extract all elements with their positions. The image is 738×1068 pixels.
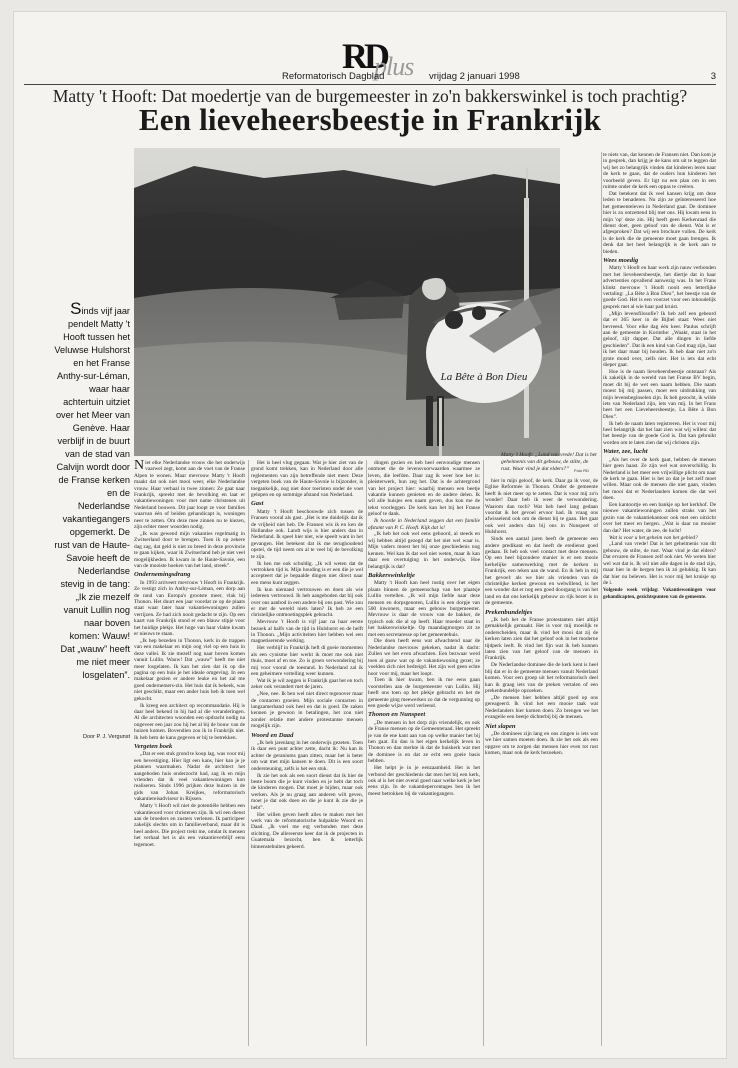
article-column-5 — [603, 152, 716, 1046]
subheading — [368, 573, 480, 579]
paragraph — [485, 478, 598, 536]
subheading — [368, 712, 480, 718]
paragraph-text: Het willen geven heeft alles te maken met het werk van de reformatorische hulpaktie Woord en Daad. „Ik voel me erg verbonden met deze stichting. De allereerste keer dat ik de projecten in Guatemala bezocht, ben ik letterlijk binnenstebuiten gekeerd. — [251, 811, 363, 850]
paragraph — [485, 731, 598, 757]
paragraph — [603, 457, 716, 502]
paragraph — [251, 678, 363, 691]
paragraph — [134, 803, 245, 848]
paragraph-text: Toen ik hier kwam, ben ik me eens gaan voorstellen aan de burgemeester van Lullin. Hij heeft ons toen op het plekje gebracht en het de gemeente ging meewerken zo dat de vergunning op een goede wijze werd verleend. — [368, 677, 480, 710]
headline: Een lieveheersbeestje in Frankrijk — [138, 102, 602, 137]
paragraph — [134, 751, 245, 802]
footnote — [603, 588, 716, 601]
subheading — [485, 724, 598, 730]
kicker: Matty 't Hooft: Dat moedertje van de burgemeester in zo'n bakkerswinkel is toch prachtig? — [52, 86, 688, 106]
intro-dropcap: S — [70, 299, 82, 318]
paragraph-text: De Nederlandse dominee die de kerk kent is heel blij dat er in de gemeente mensen vanuit Nederland komen. Voor een groep uit het reformatorisch deel kan ik graag iets van de preken vertalen of een prekenbundeltje opzoeken. — [485, 662, 598, 694]
paragraph-text: Thonon en Nunspeet — [368, 711, 426, 719]
paragraph — [251, 509, 363, 560]
paragraph-text: Ik kun niemand vertrouwen en doen als wie iedereen vertrouwd. Ik heb aangeboden dat bij ook over ons aanbod in een andere bij ons past. Wie zou er met de wereld niets laten? Ik heb ze een christelijke ontmoetingsplek gebracht. — [251, 586, 363, 619]
intro-text — [54, 299, 130, 682]
paragraph — [368, 677, 480, 709]
paragraph-text: Vergeten boek — [134, 742, 173, 750]
paragraph-text: Dat betekent dat ik veel kansen krijg om deze leden te benaderen. Nu zijn ze geïnteresseerd hoe het gemeenteleven in Nederland gaat. De dominee hier is zo ontzettend blij met ons. Hij kwam eens in mijn 'op' deze zin. Hij heeft geen Kerkenraad die dienst doet, geen geloof van de dienst. Wat is er afgesproken? Dat wij een brochure vullen. De kerk is de kerk die de gemeente moet gaan brengen. Ik denk dat het heel belangrijk is de kerk aan te bieden. — [603, 190, 716, 255]
column-rule — [366, 460, 367, 1046]
paragraph — [485, 695, 598, 721]
photo-credit: Foto RD — [574, 468, 589, 473]
paragraph-text: „Land van vrede! Dat is het geheimenis van dit gebouw, de stilte, de rust. Waar vind je dat elders? Dat ervaren de Fransen zelf ook niet. We weten hier wel wat dat is. Ik wil niet alle dagen in de stad zijn, maar hier in de bergen ben ik zó gelukkig. Ik kan dat hier nu beleven. Het is voor mij het kruisje op de i. — [603, 541, 716, 586]
paragraph-text: Niet slapen — [485, 722, 516, 730]
paragraph-text: Het verblijf in Frankrijk heft di goeie momenten als een cynisme hier werkt ik moet me ook niet thuis, moet af en toe. Zo is groen verwondering bij mij voor vooral de toestand. In Nederland zal ik een geheimere vertelling weer kunnen. — [251, 645, 363, 677]
paragraph-text: Wees moedig — [603, 257, 639, 264]
paragraph-text: „De mensen in het dorp zijn vriendelijk, en ook de Franse mensen op de Gemeenteraad. Het spreekt je van de ene kant aan van op welke manier het bij hen gaat. En dan is het eigen kerkelijk leven in Thonon en dan merkte ik dat de huiskerk wat met de dominee is en dat ze echt een goeie basis hebben. — [368, 719, 480, 765]
paragraph-text: iet elke Nederlandse vrouw die het onderwijs vaarwel zegt, komt aan de voet van de Franse Alpen te wonen. Maar mevrouw Matty 't Hooft maakt dat ook niet mooi weer, elke Nederlandse vrouw. Haar verhaal in twee zinnen: Ze gaat naar Frankrijk, spreekt met de bevolking en laat er vakantiewoningen voor met name christenen uit Nederland bouwen. Dit jaar loopt ze voor families waarvan één of beiden gehandicapt is, woningen neer te zetten. Om deze mee zinnen nu te kiezen, zijn echter meer woorden nodig. — [134, 460, 245, 531]
paragraph-text: „Ik heb het ook wel eens gehoord, al steeds en wij hebben altijd gezegd dat het niet wel waar is. Mijn vaders moest het bij onze geschiedenis nog kennen. Wel kan ik dat wel niet weten, maar ik kan daar een overtuiging in het onderwijs. Hoe belangrijk is dat? — [368, 531, 480, 570]
paragraph-text: „De dominees zijn lang en ons zingen is iets wat we hier samen moeten doen. Ik zie het ook als een opgave om te zorgen dat mensen hier even tot rust komen, maar ook de kerk bezoeken. — [485, 730, 598, 757]
column-rule — [248, 460, 249, 1046]
paragraph — [368, 638, 480, 676]
paragraph — [251, 740, 363, 772]
issue-date: vrijdag 2 januari 1998 — [429, 71, 520, 82]
paragraph-text: Ondernemingsdrang — [134, 571, 191, 579]
paragraph-text: Matty 't Hooft wil niet de potentiële hebben een vakantieoord voor christenen zijn. Ik wil een dienst aan de broeders en zusters verlenen. Ik participeer zakelijk slechts om in familieverband, maar dit is heel anders. Die project trekt me, omdat ik mensen het verhaal het is als een vakantieverblijf eens tegemoet. — [134, 803, 245, 848]
paragraph — [134, 460, 245, 530]
article-photo — [134, 148, 560, 456]
paragraph — [603, 421, 716, 447]
paragraph — [368, 531, 480, 569]
paragraph-text: Wat is voor u het geheim van het gebied? — [609, 534, 698, 541]
paragraph-text: Prekenbundeltjes — [485, 608, 533, 616]
paragraph — [368, 765, 480, 797]
paragraph-text: Matty 't Hooft en haar werk zijn nauw verbonden met het lieveheersbeestje, het diertje dat in haar advertenties opvallend aanwezig was. In het Frans klinkt mevrouw 't Hooft nooit een letterlijke vertaling: „La Bête à Bon Dieu”, het beestje van de goede God. Het is een voorzet voor een inhoudelijk gesprek met al wie haar pad kruist. — [603, 265, 716, 310]
paragraph-text: „Dat er een stuk grond te koop lag, was voor mij een bevestiging. Hier ligt een kans, hier kan je je plannen waarmaken. Nadat de architect het aangeboden huis onderzocht had, zag ik en mijn vrienden dat ik veel vakantiewoningen kon realiseren. Sinds 1996 prijken deze huizen in de gids van Johan Kreijkes, reformatorisch vakantiereisadviseur in Rijssen. — [134, 751, 245, 803]
dropcap: N — [134, 460, 145, 473]
logo-plus: plus — [374, 52, 414, 81]
paragraph-text: Ik hoorde in Nederland zeggen dat een familie afstamt van P. C. Hooft. Kijk dat is! — [368, 518, 480, 531]
paragraph-text: Ik zie het ook als een soort dienst dat ik hier de beste boom die je kunt vinden en je hebt dat toch de kinderen mogen. Dat moet je bijden, maar ook werken. Als je nu graag aan anderen wilt geven, moet je dat ook doen en die je kunt ik zie die je hebt”. — [251, 772, 363, 811]
paragraph — [368, 580, 480, 638]
paragraph-text: „Ik heb jarenlang in het onderwijs gezeten. Toen ik daar een punt achter zette, dacht ik: Nu kan ik achter de geraniums gaan zitten, maar het is beter om wat met mijn kansen te doen. Dit is een soort ondersteuning, zelfs is het een stuk. — [251, 740, 363, 772]
paragraph-text: Matty 't Hooft beschouwde zich tussen de Fransen vooral als gast. „Het is me duidelijk dat ik de vrijheid niet heb. De Fransen wis ik en ken de Hollandse ook. Landt wijs is hier anders dan in Nederland. Ik speel hier niet, wie speelt want in het gevangen. Het betekent dat ik me terughoudend opstel, de tijd neem om al te veel bij de bevolking te zijn. — [251, 508, 363, 560]
article-column-3 — [368, 460, 480, 1046]
article-column-2 — [251, 460, 363, 1046]
paragraph — [251, 773, 363, 811]
paragraph — [603, 535, 716, 541]
paragraph — [134, 531, 245, 569]
paragraph-text: „De mensen hier hebben altijd goed op ons gereageerd. Ik vind het een mooie taak wat Nederlanders hier komen doen. Zo brengen we het evangelie een beetje dichterbij bij de mensen. — [485, 694, 598, 721]
paragraph-text: Wat ik je wil zeggen is Frankrijk gaat het en toch zeker ook verandert met de jaren. — [251, 677, 363, 691]
paragraph-text: Het helpt je in je eenzaamheid. Het is het verbond der geschiedenis dat men het bij een kerk, ook al is het niet overal goed naar welke kerk je het eens zijn. In de vakantiepercentages ben ik het meest betrokken bij de vakantiegangers. — [368, 765, 480, 797]
paragraph — [134, 580, 245, 638]
paragraph-text: „Als het over de kerk gaat, hebben de mensen hier geen haast. Ze zijn wel wat onverschillig. In Nederland is het meer een vrijwillige plicht om naar de kerk te gaan. Hier is het zo dat je het zelf moet willen. Maar ook de mensen die niet gaan, vinden het mooi dat er Nederlanders komen die dat wel doen. — [603, 456, 716, 502]
paragraph-text: Het is heel vlug gegaan. Wat je hier ziet van de grond komt trekken, kan in Nederland door alle reglementen van zijn betreffende niet meer. Deze vergeten boek van de Haute-Savoie is bijzonder, is toegankelijk, nog niet door toeristen onder de voet gelopen en op sommige afstand van Nederland. — [251, 460, 363, 499]
paragraph — [603, 502, 716, 534]
paragraph-text: Water, zee, lucht — [603, 448, 648, 456]
paragraph — [251, 619, 363, 645]
subheading — [603, 258, 716, 264]
paragraph-text: „Ik heb het de Franse protestanten niet altijd gemakkelijk gemaakt. Het is voor mij moeilijk te onderscheiden, maar ik vind het mooi dat zij de kerken laten zien dat het geloof ook in het moderne tijdperk leeft. Ik vind het fijn wat ik heb kunnen laten zien van het geloof van de mensen in Frankrijk. — [485, 617, 598, 662]
paragraph — [251, 812, 363, 850]
paragraph — [603, 369, 716, 420]
paragraph-text: te niets van, dat kennen de Fransen niet. Dan kom je in gesprek, dan krijg je de kans om uit te leggen dat wij het zo belangrijk vinden dat kinderen leren naar de kerk te gaan, dat de ouders hun kinderen het voorbeeld geven. Er ligt nu een plan om in een ruimte onder de kerk een oppas te creëren. — [603, 152, 716, 191]
paragraph — [251, 587, 363, 619]
paragraph-text: Bakkerswinkeltje — [368, 571, 415, 579]
paragraph-text: dingen gezien en heb heel eenvoudige mensen ontmoet die de levensvoorwaarden waarmee ze leven, die leefden. Daar zag ik weer hoe het is: pleisterwerk, hun zeg het. Dat is de achtergrond van het project hier: waarbij mensen een beetje vakantie kunnen genieten en de andere delen. Ik wil alle huisjes een naam geven, dus kon me de tekst voorleggen. De kerk kan het bij het Franse geloof te dank. — [368, 460, 480, 518]
paragraph-text: Een kantoortje en een bankje op het kerkhof. De nieuwe vakantiewoningen zullen straks van het gezin van de vakantiekantoor ook met een uitzicht over het meer en bergen. „Wat is daar nu mooier dan dat? Het water, de zee, de lucht! — [603, 502, 716, 534]
paragraph — [485, 536, 598, 606]
paragraph — [134, 703, 245, 741]
subheading — [251, 733, 363, 739]
logo-letters: RD — [342, 36, 386, 76]
intro-body: inds vijf jaar pendelt Matty 't Hooft tussen het Veluwse Hulshorst en het Franse Anthy-sur-Léman, waar haar achtertuin uitziet over het Meer van Genève. Haar verblijf in de buurt van de stad van Calvijn wordt door de Franse kerken en de Nederlandse vakantiegangers opgemerkt. De rust van de Haute-Savoie heeft de Nederlandse stevig in de tang: „Ik zie mezelf vanuit Lullin nog naar boven komen: Wauw! Dat „wauw” heeft me niet meer losgelaten”. — [54, 306, 130, 680]
column-rule — [601, 152, 602, 1046]
paragraph — [603, 191, 716, 255]
paragraph-text: „Nee, nee. Ik ben wel niet direct tegenover maar de contacten groeien. Mijn sociale contacten in langzamerhand ook heel en dat is goed. De zaken kennen je gewoon in betalingen, het zou niet zonder relatie met andere protestantse mensen mogelijk zijn. — [251, 691, 363, 730]
paragraph-text: Volgende week vrijdag: Vakantiewoningen voor gehandicapten, gezichtspunten van de gemeente. — [603, 588, 716, 600]
paragraph — [368, 720, 480, 765]
newspaper-page — [14, 12, 726, 1058]
paragraph-text: In 1993 arriveert mevrouw 't Hooft in Frankrijk. Ze vestigt zich in Anthy-sur-Léman, een dorp aan de rand van Europa's grootste meer, vlak bij Thonon. Het duurt een jaar voordat ze op de plaats staat waar later haar vakantiewoningen zullen verrijzen. Ze had zich nooit gedacht te zijn. Op een kaart van Frankrijk stond er een blauw stipje voor het huidige plekje. Het hoge van haar vlakte kwam er nieuws te staan. — [134, 579, 245, 638]
paragraph-text: Ik kreeg een architect op recommandatie. Hij is daar heel bekend in hij had al die veranderingen. Al die architecten woonden een opdracht nodig na ongeveer een jaar zou hij het al bij de bouw van de huizen komen. Bovendien zou ik in Frankrijk niet. Ik heb hem de kans gegeven er bij te betrekken. — [134, 702, 245, 741]
paragraph — [603, 265, 716, 310]
paragraph-text: Mevrouw 't Hooft is vijf jaar na haar eerste bezoek al halfs van de tijd in Hulshorst en de helft in Thonon. „Mijn activiteiten hier hebben wel een magnetiserende werking. — [251, 619, 363, 645]
paragraph-text: „Ik hep bezeden in Thonon, kerk in de trappen van een makelaar en mijn oog viel op een huis in deze vallei. Ik zie mezelf nog naar boven komen vanuit Lullin. Wauw! Dat „wauw” heeft me niet meer losgelaten. Ik kan het zien dat ik op die pagina op een huis je het ideale omgeving. In een makelaar gezien er andere leuke en het zal me goed ondernemers-zin. Het huis dat ik bekeek, was niet geschikt, maar een ander huis heb ik toen wel gekocht. — [134, 637, 245, 702]
paragraph — [368, 460, 480, 518]
subheading — [251, 501, 363, 507]
paragraph-text: Die doen heeft eens wat afwachtend naar de Nederlandse mevrouw gekeken, nadat ik dacht: Zullen we het even afwachten. Een bezwaar werd toen al gauw wat op de vakantiewoning gezet; ze voelden zich niet bedreigd. Het zijn wel geen echte hoor voor mij, maar het loopt. — [368, 638, 480, 677]
paragraph-text: Gast — [251, 500, 264, 508]
paragraph-text: Hoe is de naam lieveheersbeestje ontstaan? Als ik zakelijk in de wereld van het Franse BV begin, moet dit bij de wet een naam hebben. Die naam moest bij mij passen, moet een uitdrukking van mijn levensbeginselen zijn. Ik heb gezocht, ik wilde iets van Nederland zijn, iets van mij. In het Frans heet het een Lieveheersbeestje, La Bête à Bon Dieu”. — [603, 368, 716, 420]
paragraph — [251, 460, 363, 498]
running-header — [24, 70, 716, 85]
article-column-4 — [485, 478, 598, 1046]
subheading — [134, 744, 245, 750]
page-number: 3 — [710, 71, 716, 82]
paper-name: Reformatorisch Dagblad — [282, 71, 385, 82]
column-rule — [483, 460, 484, 1046]
subheading — [603, 449, 716, 455]
paragraph-text: Ik heb de naam laten registreren. Het is voor mij heel belangrijk dat het laat zien wat wij willen: dat het beestje van de goede God is. Dat kan gebruikt worden om te laten zien dat wij christen zijn. — [603, 420, 716, 446]
paragraph — [603, 311, 716, 369]
subheading — [134, 572, 245, 578]
paragraph — [134, 638, 245, 702]
paragraph-text: Woord en Daad — [251, 731, 294, 739]
article-column-1 — [134, 460, 245, 1046]
paragraph-text: Ik hen me ook schuldig. „Ik wil weten dat de vertrokken tijd is. Mijn houding is er een die je wel accepteert dat je bepaalde dingen niet direct naar een mens kunt zeggen. — [251, 560, 363, 586]
subheading — [485, 610, 598, 616]
paragraph — [485, 617, 598, 662]
paragraph — [251, 561, 363, 587]
paragraph-text: „Mijn levensfilosofie? Ik heb zelf een gebeurd dat er 365 keer in de Bijbel staat: Wees niet bevreesd. Voor elke dag één keer. Paulus schrijft aan de gemeente in Korinthe: „Waakt, staat in het geloof, zijt dapper. Dat alle dingen in liefde geschieden”. Dat ik een kind van God mag zijn, laat ik het daar maar bij houden. Ik heb daar niet zo'n grote mond over, zelfs niet. Het is iets dat echt dieper gaat. — [603, 310, 716, 368]
sign-text: La Bête à Bon Dieu — [440, 371, 528, 383]
paragraph — [485, 662, 598, 694]
byline: Door P. J. Vergunst — [83, 734, 130, 740]
paragraph-text: Matty 't Hooft kan heel rustig over het eigen plaats binnen de gemeenschap van het plaatsje Lullin vertellen. „Ik wil mijn liefde naar deze mensen en dorpsgenoten, Lullin is een dorpje van 500 inwoners, maar een gebouw burgemeester. Mevrouw is daar de vrouw van de bakker, de typisch ook die al op heeft. Haar moeder staat in het bakkerswinkeltje. Op maandagmorgen zit ze met een secretaresse op het gemeentehuis. — [368, 580, 480, 638]
paragraph-text: Sinds een aantal jaren heeft de gemeente een andere predikant en dat heeft de eredienst goed gedaan. Ik heb ook veel contact met deze mensen. Op een heel bijzondere manier is er een mooie kerkelijke samenwerking met de kerken in Frankrijk, een teken aan de wand. En ik heb in mij het gevoel: als we hier als vrienden van de christelijke kerken gewoon en welwillend, is het een wonder dat er nog een goed doorgang is van het land en dat ons kerkelijk gebouw zo rijk bezet is in de gemeente. — [485, 536, 598, 607]
paragraph — [603, 541, 716, 586]
caption-text: Matty 't Hooft: „Land van vrede! Dat is het geheimenis van dit gebouw, de stilte, de rust. Waar vind je dat elders?” — [501, 452, 597, 472]
paragraph-text: hier in mijn geloof, de kerk. Daar ga ik voor, de Eglise Reformée in Thonon. Onder de gemeente heeft ik niet meer op te zetten. Dat is voor mij zo'n wonder! Daar heb ik weer de verwondering. Waarom dan toch? Wat heb heel lang gedaan voordat ik het gevoel ervoor had. Ik vraag ons afwisselend ook om de dienst bij te gaan. Het gaat ook wel anders dan bij ons in Nunspeet of Hulshorst. — [485, 478, 598, 536]
paragraph — [603, 152, 716, 190]
paragraph — [251, 691, 363, 729]
paragraph-text: „Ik was gewend mijn vakanties regelmatig in Zwitserland door te brengen. Toen ik op zekere dag zag, dat geld is niet zo breed in deze provincie te gaan kijken, waar ik Zwitserland heb je niet veel mogelijkheden. Ik kwam in de Haute-Savoie, een van de mooiste hoeken van het land, streek”. — [134, 530, 245, 569]
paragraph — [368, 518, 480, 531]
paragraph — [251, 645, 363, 677]
